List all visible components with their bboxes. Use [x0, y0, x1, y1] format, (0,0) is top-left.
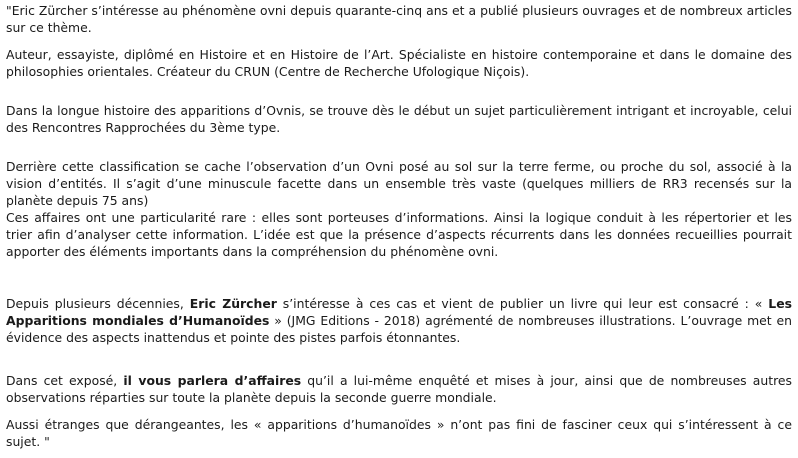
paragraph-book: [6, 295, 792, 346]
paragraph-classification: [6, 158, 792, 260]
information-text: Ces affaires ont une particularité rare : elles sont porteuses d’informations. Ainsi la logique conduit à les répertorier et les trier afin d’analyser cette information. L’idée est que la présence d’aspects récurrents dans les données recueillies pourrait apporter des éléments importants dans la compréhension du phénomène ovni.: [6, 210, 792, 259]
paragraph-conclusion: Aussi étranges que dérangeantes, les « apparitions d’humanoïdes » n’ont pas fini de fasciner ceux qui s’intéressent à ce sujet. ": [6, 417, 792, 449]
talk-emphasis: il vous parlera d’affaires: [123, 373, 302, 388]
paragraph-intro: "Eric Zürcher s’intéresse au phénomène ovni depuis quarante-cinq ans et a publié plusieurs ouvrages et de nombreux articles sur ce thème.: [6, 3, 792, 35]
book-mid-text: s’intéresse à ces cas et vient de publier un livre qui leur est consacré : «: [276, 296, 769, 311]
talk-details-text: qu’il a lui-même enquêté et mises à jour, ainsi que de nombreuses autres observations réparties sur toute la planète depuis la seconde guerre mondiale.: [6, 373, 792, 405]
paragraph-history: Dans la longue histoire des apparitions d’Ovnis, se trouve dès le début un sujet particulièrement intrigant et incroyable, celui des Rencontres Rapprochées du 3ème type.: [6, 103, 792, 135]
paragraph-author-bio: Auteur, essayiste, diplômé en Histoire et en Histoire de l’Art. Spécialiste en histoire contemporaine et dans le domaine des philosophies orientales. Créateur du CRUN (Centre de Recherche Ufologique Niçois).: [6, 47, 792, 79]
book-details-text: » (JMG Editions - 2018) agrémenté de nombreuses illustrations. L’ouvrage met en évidence des aspects inattendus et pointe des pistes parfois étonnantes.: [6, 313, 793, 345]
book-intro-text: Depuis plusieurs décennies,: [6, 296, 190, 311]
book-title: Les Apparitions mondiales d’Humanoïdes: [6, 296, 792, 328]
paragraph-talk: [6, 372, 792, 406]
talk-intro-text: Dans cet exposé,: [6, 373, 124, 388]
classification-text: Derrière cette classification se cache l’observation d’un Ovni posé au sol sur la terre ferme, ou proche du sol, associé à la vision d’entités. Il s’agit d’une minuscule facette dans un ensemble très vaste (quelques milliers de RR3 recensés sur la planète depuis 75 ans): [6, 159, 792, 208]
author-name: Eric Zürcher: [189, 296, 277, 311]
